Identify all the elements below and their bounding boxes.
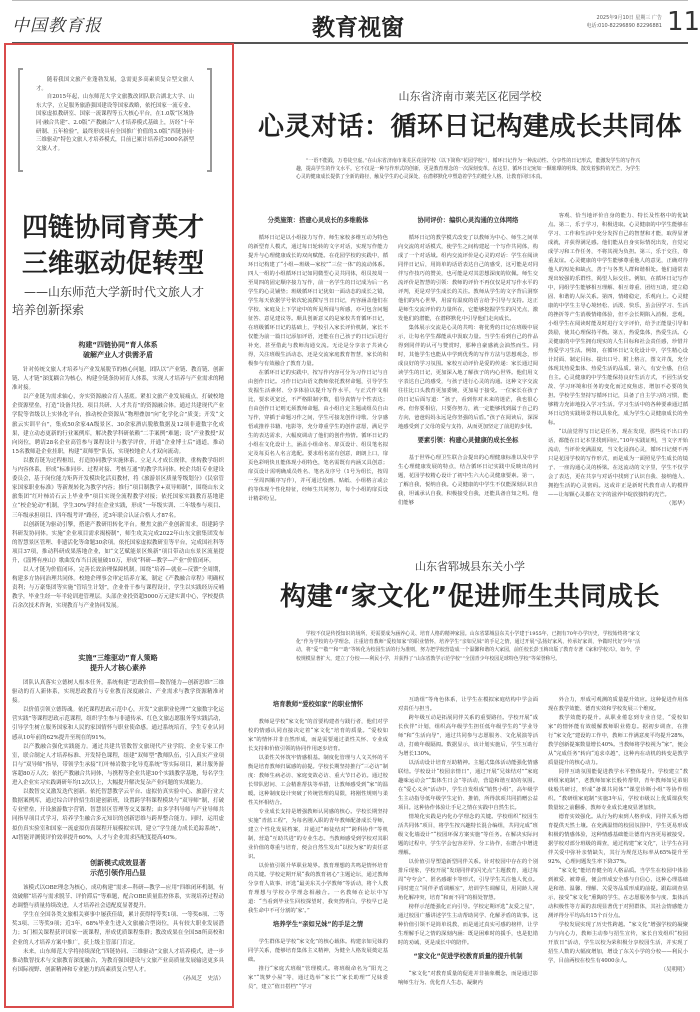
column-heading: 培养学生“亲如兄妹”的手足之情 — [272, 921, 364, 928]
article-column — [548, 696, 688, 1006]
paragraph: 以价值引领升华职业境界。教育理想的共鸣是情怀培育的关键。学校定期开展“我的教育初心”主题论坛，通过教师分享育人故事、评选“最美东关小学教师”等活动，将个人教育理想与学校办学理念相融合。一名教师在论坛中写道：“当看到毕业生回校探望时，我突然明白，学校早已是我生命中不可分割的‘家’。” — [248, 863, 388, 914]
paragraph: 以活动设计培育互助精神。主题式集体活动能强化情感联结。学校设计“校园亲情日”，通过开展“兄妹结对”“家庭趣味运动会”“集体生日会”等活动，营造和谐互助的氛围。在“爱心义卖”活动中，学生自发组成“销售小组”，高年级学生主动指导低年级学生定价、推销，所得款项共同捐赠公益项目。这种协作体验让手足之情在实践中自然生长。 — [398, 760, 538, 811]
paragraph: 同伴互助氛围能促进教学水平整体提升。学校建立“教研组家庭制”，老教师如家长般传帮带，青年教师如兄弟姐妹般共研讨，形成“备课共同体”“课堂诊断小组”等协作组织。“教研组家庭制”实施3年后，学校市级以上优质课获奖数量较之前翻番，教师专业成长速度显著加快。 — [548, 769, 688, 811]
paragraph: 团队认真落实立德树人根本任务，系统构建“思政价值—数智能力—创新思维”三维驱动的育人新体系，实现思政教育与专业教育深度融合、产业需求与教学资源精准对接。 — [12, 680, 224, 705]
paragraph: 未来，山东师范大学将持续深化“四链协同、三维驱动”文旅人才培养模式，进一步推动数智技术与文旅教育深度融合，为教育强国建设与文旅产业高质量发展输送更多具有国际视野、创新精神和专业能力的高素质复合型人才。 — [12, 948, 224, 973]
subtitle-line: ——山东师范大学新时代文旅人才 — [24, 285, 205, 299]
byline: （郑华） — [665, 501, 688, 507]
section-title: 教育视窗 — [312, 14, 404, 41]
intro-paragraph: 随着我国文旅产业蓬勃发展，急需更多高素质复合型文旅人才。 — [36, 77, 194, 92]
issue-date: 2025年9月10日 星期三 广告 — [596, 15, 662, 21]
intro-paragraph: 自2015年起，山东师范大学文旅教改团队联合湖北大学、山东大学，立足服务旅游强国建设等国家战略，依托国家一流专业、国家虚拟教研室、国家一流课程等五大核心平台，在1.0版“区域协同·融合共建”、2.0版“产教融合”人才培养模式基础上，历经“十年研制、五年检验”，最终形成具有全国推广价值的3.0版“四链协同·三维驱动”特色文旅人才培养模式，目前已累计培养近3000名新型文旅人才。 — [36, 94, 194, 152]
paragraph: 以创新链为驱动引擎，搭建产教研用转化平台。聚焦文旅产业创新需求，组建跨学科研发协同体。实施“企业项目需求揭榜制”，师生攻关完成2022年山东文旅集团发布的智慧景区管理、非遗活化等命题30余项。依托国家虚拟教研室等平台，完成国社科等项目37项，推动科研成果落地企业，如“文艺赋能景区焕新”项目带动山东景区流量提升，《淄博有座山》歌曲发布当日流量破10万，形成“科研—教学—产业”价值闭环。 — [12, 521, 224, 564]
paragraph: 跨年级互动是拓展同伴关系的重要路径。学校开展“成长伙伴”计划，组织高年级学生担任低年级学生的“学业导师”和“生活向导”，通过共同参与志愿服务、文化展演等活动，打破年级隔阂。数据显示，该计划实施后，学生互助行为增长130%。 — [398, 715, 538, 757]
heading-line: 破解产业人才供需矛盾 — [83, 351, 153, 359]
heading-line: 构建“四链协同”育人体系 — [78, 341, 158, 349]
article-title: 构建“家文化”促进师生共同成长 — [280, 582, 660, 612]
paragraph: 学校发展实现了历史性跨越。“家文化”增强学校的凝聚力与向心力，教师主动参与招生宣传，家长自发组织“校园开放日”活动，学生以校为荣积极分享校园生活，并实现了招生人数的大幅度增加，增设了东关小学的分校——利民小学，目前两校在校生有4000余人。 — [548, 922, 688, 964]
article-column — [548, 212, 688, 530]
article-lede: “一语不能践，万卷徒空虚。”在山东省济南市莱芜区花园学校（以下简称“花园学校”），循环日记作为一种流动性、分享性的日记形式，能激发学生的写作兴趣，提高学生的作文水平。它不仅是一种写作形式的创新，更是教育理念的一次深刻变革。在这里，循环日记宛如一颗璀璨的明珠，散发着独特的光芒，为学生心灵的健康成长提供了全新的路径，触及学生的心灵深处，在潜移默化中塑造着学生的健全人格，让教育回归本真。 — [296, 158, 640, 181]
article-kicker: 山东省济南市莱芜区花园学校 — [398, 90, 542, 103]
paragraph: 情境化实践是内化办学理念的关键。学校组织“校园生活共同体”项目，将学生按兴趣特长混合编组，共同完成“班级文化墙设计”“校园环保方案实施”等任务。在解决实际问题的过程中，学生学会包容差异、分工协作，在磨合中增进理解。 — [398, 814, 538, 856]
intro-text — [36, 76, 194, 153]
paragraph: 以价值引领立德铸魂。依托课程思政示范中心，开发“文旅职业伦理”“文旅数字化运营实践”等课程思政示范课程，组织学生参与非遗传承、红色文旅志愿服务等实践活动，引导学生树立服务国家和人民的家国情怀与职业使命感。通过系统培育，学生专业认同感从10年前的62%提升至现在的91%。 — [12, 707, 224, 741]
paragraph: 针对传统文旅人才培养与产业发展脱节的核心问题，团队以“产业链、教育链、创新链、人才链”深度耦合为核心，构建全链条协同育人体系，实现人才培养与产业需求的精准对接。 — [12, 367, 224, 392]
bracket-right-icon — [207, 68, 212, 172]
article-kicker: 山东省郓城县东关小学 — [415, 560, 525, 573]
paragraph: 学生群体是学校“家文化”的核心载体。构建亲如兄妹的同学关系，能够培育集体主义精神，为健全人格发展奠定基础。 — [248, 939, 388, 963]
byline: （吴明明） — [660, 967, 688, 973]
paragraph: 以产教融合强化实践能力。通过共建共管数智文旅现代产业学院、企业专家工作室，联合制定人才培养标准、开发特色课程，组建“双师型”教师队伍，引入真实产业项目与“双导师”指导，带领学生承接“红叶柿岩数字化导览系统”等实际项目，累计服务游客超80万人次；依托产教融合共同体，与携程等企业共建30个实践教学基地，每名学生进入企业实习实践调研年均12次以上，大幅提升解决复杂产业问题的实战能力。 — [12, 743, 224, 787]
section-body — [12, 366, 224, 610]
paragraph: 基于世界心理卫生联合会提出的心理健康标准以及中学生心理健康发展的特点，结合循环日记实践中反映出的问题，花园学校精心设计了初中生六大心灵健康要素。第一，了解自我，悦纳自我。心灵健康的中学生不仅能深刻认识自我，坦诚承认自我，积极接受自我，还能具备自知之明。他们能够 — [398, 455, 538, 506]
issue-meta — [582, 14, 662, 30]
phone-line: 电话:010-82296890 82296881 — [586, 23, 662, 29]
bracket-left-icon — [18, 68, 23, 172]
section-body — [12, 679, 224, 851]
article-column — [248, 696, 388, 1006]
column-heading: 协同评价：编织心灵沟通的立体网络 — [417, 217, 519, 224]
paragraph: “以前觉得写日记是任务，现在发现，那些说不出口的话，都能在日记本里找到回应。”10年实践证明，当文字开始流动，当评价充满温度，当文化浸润心灵，循环日记便不再只是花园学校的写作形式，而是成为一面照见学生成长的镜子、一座沟通心灵的桥梁。在这流动的文字里，学生不仅学会了表达，更在共享与对话中找到了认识自我、接纳他人、拥抱生活的心灵密码。这或许正是新时代教育动人的模样——让每颗心灵都在文字的滋养中绽放独特的光芒。 — [548, 429, 688, 498]
article-column — [398, 212, 538, 530]
byline: （孙凤芝 史洁） — [179, 975, 224, 982]
paragraph: 在循环日记的实践中，按写作内容可分为习作日记与自由创作日记。习作日记由语文教师依托教材命题，引导学生发掘生活素材、分享体验以提升写作水平，与正式作文相比，要求更宽泛，不严格限制字数，倡导真情与个性表达；自由创作日记则无须教师命题，由小组自定主题或组员自由写作，穿插于命题习作之间，学生可接龙创作诗歌、分享感悟或推荐书籍、电影等，充分尊重学生的创作意愿，满足学生的表达需求，大幅度调动了他们的创作热情。循环日记的小组在文化设计上，涵盖小组命名、扉页设计、组员笔名拟定及每页名人名言选配。要求组名富有创意，朗朗上口，扉页色彩明快且能体现小组特色，笔名需既有内涵又具创意；扉页设计需明确成员姓名、笔名及序号（1号为组长，按周一至周四顺序写作），并可通过绘画、贴纸、小组格言或公约等体现个性化特征，经师生共同努力，每个小组的扉页设计精彩纷呈。 — [248, 370, 388, 502]
paragraph: 该模式以OBE理念为核心，成功构建“需求—科研—教学—应用”四维闭环机制，有效破解“培养与需求脱节、评价滞后”等难题，配合OBE质量监控体系，实现培养过程动态调整与质量持续改进，人才培养社会适配度显著提升。 — [12, 885, 224, 910]
paragraph: 循环日记的教学模式改变了以教师为中心、师生之间单向交流的对话模式，使学生之间构建起一个写作共同体，构成了一个对话域。组内交流评价是心灵的对话：学生在阅读同伴日记后，用简单的话语表达自己的感受，这可能是对同伴写作技巧的赞美，也可能是对其思想深度的钦佩。师生交流评价是智慧的引领：教师的评价不再仅仅是对写作水平的评判，更是对学生成长的关注。教师从学生的文字背后洞察他们的内心世界，用富有温度的语言给予引导与支持。这正是师生交流评价的力量所在，它能够挖掘学生的闪光点，激发他们的潜能，在潜移默化中引导他们走向成长。 — [398, 235, 538, 322]
paragraph: 以人才链为价值闭环，完善长效治理保障机制。围绕“培养—就业—反馈”全周期，构建多方协同治理共同体。校地企理事会审定培养方案，制定《产教融合章程》明确权责利；与万豪集团等实施“管培生计划”，企业骨干参与课程设计，学生以实践经历反哺教学，毕业生经一年半轮训进管理层。头部企业投资超5000万元建实训中心，学校提供百余次技术咨询，实现教育与产业协同发展。 — [12, 567, 224, 610]
section-heading — [12, 858, 224, 878]
heading-line: 创新模式成效显著 — [90, 859, 146, 867]
page-number: 11 — [667, 7, 700, 37]
paragraph: 循环日记是以小组接力写作、师生家校多维互动为特色的新型育人模式，通过每日轮转的文字对话，实现写作能力提升与心理健康成长的双向赋能。在花园学校的实践中，循环日记构建了“小组—班级—家校”“三位一体”的流动体系。四人一组的小组循环日记如同微型心灵共同体，组员按周一至周四的固定顺序接力写作，前一名学生的日记成为后一名学生的心灵铺垫；班级循环日记犹如一面动态的成长之镜，学生每天依据学号依次轮流撰写当日日记，内容涵盖他们在学校、家庭及上下学途中的所见所闻与所感，亦可包含问题征答、意见建议等。颇具创新意义的是家校共育循环日记，在班级循环日记的基础上，学校引入家长评价机制，家长不仅能为前一篇日记添加评语，还能在自己孩子的日记后进行补充，甚至借此与教师沟通交流。无论是分享亲子共读心得，关注班级生活动态，还是交流家庭教育智慧，家长的积极参与有效融合了教育力量。 — [248, 235, 388, 367]
paragraph: 互助组”等角色体系，让学生在模拟家庭结构中学会面对责任与担当。 — [398, 697, 538, 712]
paragraph: 以产业链为需求轴心，夯实资源融合育人基底。紧扣文旅产业发展痛点，打破校地企资源壁垒，打造“设备共投、项目共研、人才共育”的资源融合体。通过共建现代产业学院等省级以上实体化平台，推动校企资源从“物理叠加”向“化学化合”质变；开发“文旅云实训平台”，集成50余家4A级景区、30余家酒店脱敏数据及12项非遗数字化成果，建立动态更新的行业案例库，解决教学科研依赖“二手案例”难题；设“产业教授”双向岗位，聘请28名企业高管参与课程设计与教学评价，开通“企业博士后”通道，推动15名教师赴企业挂职，构建“双师型”队伍，实现校地企人才双向流动。 — [12, 394, 224, 455]
column-heading: 培育教师“爱校如家”的职业情怀 — [272, 701, 364, 708]
paragraph: “家文化”对教育质量的促进并非抽象概念，而是通过影响师生行为、优化育人生态，凝聚内 — [398, 971, 538, 986]
left-article-subtitle — [12, 283, 224, 319]
paragraph: 客观、恰当地评价自身的能力、特长及性格中的优缺点。第二，乐于学习，积极进取。心灵健康的中学生能够在学习、工作和生活中充分发挥自己的智慧和才能，取得显著成就，并获得满足感。他们能从自身实际情况出发，自觉完成学习和工作任务，不将其视为负担。第三，乐于交往，尊重友谊。心灵健康的中学生能够尊重他人的意见，正确对待他人的短处和缺点，善于与各类人群和谐相处。他们通常表现出较强的乐群性，渴望人际交往。例如，在循环日记写作中，同组学生能够相互理解、相互尊重、团结互助，建立稳固、和谐的人际关系。第四，情绪稳定，乐观向上。心灵健康的中学生主导心境轻松、活泼、快乐，虽会因学习、生活的挫折等产生消极情绪体验，但不会长期陷入消极、悲观。小组学生在阅读时能及时进行文字评价，给予正能量引导和鼓励，使其心理保持平衡。第五，热爱集体，热爱生活。心灵健康的中学生拥有现实的人生目标和社会责任感，珍惜并热爱学习生活。例如，在循环日记文化设计中，学生精心设计封面、制定目标、提出口号、附上格言，图文并茂，充分体现其热爱集体、热爱生活的品质。第六，有安全感，自信自主。心灵健康的中学生能保持良好生活方式，不因生活变故、学习环境和任务的变化而过度焦虑，增加不必要的负担。学校学生坚持写循环日记，具备了自主学习的习惯，能够精力充沛地投入学习生活。学习生活中的各种要素通过循环日记的实践场景得以具象化，成为学生心灵健康成长的坐标。 — [548, 213, 688, 426]
paragraph: 德育实效强化。从行为约束到人格养成，同伴关系为德育提供天然土壤。在充满温情的校园氛围中，学生更易形成积极的情感体验，这种情感基础能让德育内容更易被接受。据学校对部分班级的调查，通过构建“家文化”，让学生在同伴关爱中弥补亲情缺失，其行为规范达标率从65%提升至92%，心理问题发生率下降37%。 — [548, 814, 688, 865]
paragraph: 专业成长支持是增强教师认同感的核心。学校长期坚持实施“青蓝工程”，为每名刚入职的青年教师配备成长导师，建立个性化发展档案，并通过“师徒结对”“跨科协作”等机制，营造“互助共进”的专业生态。当教师感受到学校对其职业价值的尊重与培育，便会自然生发出“以校为家”的责任意识。 — [248, 809, 388, 860]
intro-box — [18, 68, 212, 172]
paragraph: 以价值引导塑造新型同伴关系。针对校园中存在的个别排斥现象，学校开展“发现同伴的闪光点”主题教育，通过每周“夸夸会”、匿名感谢卡等形式，引导学生关注他人优点。同时建立“同伴矛盾调解室”，培训学生调解员，用同龄人视角化解冲突，培育“和而不同”的相处智慧。 — [398, 859, 538, 901]
column-heading: 要素引领：构建心灵健康的成长坐标 — [417, 437, 519, 444]
newspaper-logo: 中国教育报 — [12, 16, 102, 36]
paragraph: 学生在全国各类文旅相关赛事中屡获佳绩，累计获得特等奖1项、一等奖6项、二等奖3项、三等奖9项；近3年，68%毕业生进入文旅融合型岗位，具有较大职业发展潜力；5门相关课程获评国家一流课程，形成优质课程集群；教改成果在全国58所高校和企业的人才培养方案中推广，获上级主管部门肯定。 — [12, 912, 224, 946]
article-lede: 学校不仅是传授知识的场所，更需要成为涵养心灵、培育人格的精神家园。山东省郓城县东关小学建于1955年，已拥有70年办学历史，学校始终将“家文化”作为学校的办学理念，注重培育教师“爱校如家”的职业情怀，培养学生“亲如兄妹”的手足之情，通过开展“弘扬好家风，传承好家训，争做时代好少年”活动，将“爱”“敬”“和”“助”等转化为校园生活的行为准则，努力把学校营造成一个温馨和谐的大家园，前任校长彭玉梅出版了教育专著《家和学校兴》。如今，学校规模显著扩大，建立了分校——利民小学，并获得了“山东省教学示范学校”“全国青少年校园足球特色学校”等荣誉称号。 — [296, 631, 640, 662]
heading-line: 示范引领作用凸显 — [90, 869, 146, 877]
left-article-title — [22, 210, 222, 282]
paragraph: 集体展示交流是心灵的共鸣：将优秀的日记在班级中展示，让每名学生都能从中汲取力量。当学生看到自己的作品得到同伴的认可与赞赏时，那种自豪感就会油然而生。同时，其他学生也能从中学到优秀的写作方法与思想观念，形成良好的学习氛围。家校互动评价是爱的传递：家长通过阅读学生的日记，更加深入地了解孩子的内心世界。他们用文字表达自己的感受，与孩子进行心灵的沟通。这种文字交流往往比口头教育更加委婉，更加易于接受。一位家长在孩子的日记后面写道：“孩子，看到你对未来的迷茫，我也很心疼。但你要相信，只要你努力，就一定能够找到属于自己的方向，爸爸妈妈永远是你坚强的后盾。”孩子在阅读后，深深地感受到了父母的爱与支持，从而更加坚定了前进的步伐。 — [398, 325, 538, 430]
paragraph: 推行“家庭式班级”管理模式。将班级命名为“阳光之家”“筑梦小屋”等，通过选举“家长”“家长助理”“兄妹委员”，建立“值日搭档”“学习 — [248, 966, 388, 990]
section-body — [12, 884, 224, 1000]
heading-line: 实施“三维驱动”育人策略 — [78, 654, 158, 662]
column-heading: 分类施策：搭建心灵成长的多维载体 — [267, 217, 369, 224]
paragraph: 教师是学校“家文化”的首要构建者与践行者，他们对学校的情感认同直接决定着“家文化”培育的质量。“爱校如家”的情怀并非自然形成，而是需要通过柔性关怀、专业成长支持和价值引领的协同作用逐步培育。 — [248, 719, 388, 752]
article-column — [248, 212, 388, 530]
heading-line: 提升人才核心素养 — [90, 664, 146, 672]
article-title: 心灵对话：循环日记构建成长共同体 — [257, 112, 682, 142]
paragraph: 教学效能的提升。从职业倦怠到专业自觉，“爱校如家”的情怀能有效缓解教师职业倦怠。据初步调查，在推行“家文化”建设的工作中，教师工作满意度平均提升28%，教学创新提案数量增长40%。当教师将学校视为“家”，便会从“完成任务”转向“追求卓越”，这种内在动机的转变是教学质量提升的核心动力。 — [548, 715, 688, 766]
paragraph: 以数智交叉激发迭代创新。依托智慧教学云平台、虚拟仿真实验中心、旅游行业大数据案例库，通过综合评价招生组建创新班，设置跨学科课程模块与“双导师”制，打破专业壁垒，开设旅游数字营销、智慧景区管理等交叉课程；由多学科导师与产业导师共同指导项目式学习，培养学生融合多元知识的创新思维与跨界整合能力。同时，运用虚拟仿真实验室和国家一流虚拟仿真课程开展模拟实训，建立“学生能力成长追踪系统”，AI智能评测使评价效率提升60%，人才与企业需求匹配度提高40%。 — [12, 789, 224, 841]
paragraph: 以教育链为过程枢纽，打造协同教学实施体系。立足人才成长规律，重构教学组织与内容体系，形成“标准同步、过程对接、考核互通”的教学共同体。校企共组专业建设委员会，基于岗位能力矩阵开发模块化活页教材，将《旅游景区质量等级划分》《民宿管家国家职业标准》等新规转化为教学内容；推行“项目制教学+双导师制”，围绕山东文旅集团“红叶柿岩石云上毕业季”项目实现全流程教学对接；依托国家实践教育基地建立“校企轮动”机制，学生30%学时在企业实践，形成“一年级实训、二年级参与项目、三年级承担项目、四年级考评”路径，近3年联合认证合格人才87名。 — [12, 457, 224, 519]
paragraph: 外合力，形成可观测的质量提升效应。这种促进作用体现在教学效能、德育实效和学校发展三个维度。 — [548, 697, 688, 712]
column-heading: “家文化”促进学校教育质量的提升机制 — [413, 953, 523, 960]
paragraph: “家文化”能培育健全的人格品质。当学生在校园中体验到被爱、被尊重，便会形成安全感与自信心，这种心理基础是和谐、温馨、理解、关爱等品质形成的前提。跟踪调查显示，接受“家文化”熏陶的学生，在志愿服务参与度、集体活动积极性等方面的表现显著优于对照群体，其社会情感能力测评得分平均高出15个百分点。 — [548, 868, 688, 919]
masthead — [12, 0, 700, 44]
section-heading — [12, 340, 224, 360]
paragraph: 以柔性关怀筑牢情感根基。制度化管理与人文关怀的平衡是培育教师归属感的前提。学校长期坚持推行“三必访”制度：教师生病必访、家庭变故必访、重大节日必访。通过校长带队慰问、工会精准帮扶等举措，让教师感受到“家”的温暖。这种制度设计突破了传统管理的局限，将刚性规则与柔性关怀相结合。 — [248, 755, 388, 806]
paragraph: 榜样示范能强化正向引导。学校定期评选“友爱之星”，通过校园广播讲述学生主动帮助同学、化解矛盾的故事。这种价值引领不是简单说教，而是通过真实可感的榜样，让学生理解手足之情的深刻内涵：既是困难时的援手，也是犯错时的劝诫，更是成长中的陪伴。 — [398, 904, 538, 946]
section-heading — [12, 653, 224, 673]
title-line: 三维驱动促转型 — [22, 249, 205, 279]
title-line: 四链协同育英才 — [22, 213, 205, 243]
subtitle-line: 培养创新探索 — [12, 303, 85, 317]
article-column — [398, 696, 538, 1006]
